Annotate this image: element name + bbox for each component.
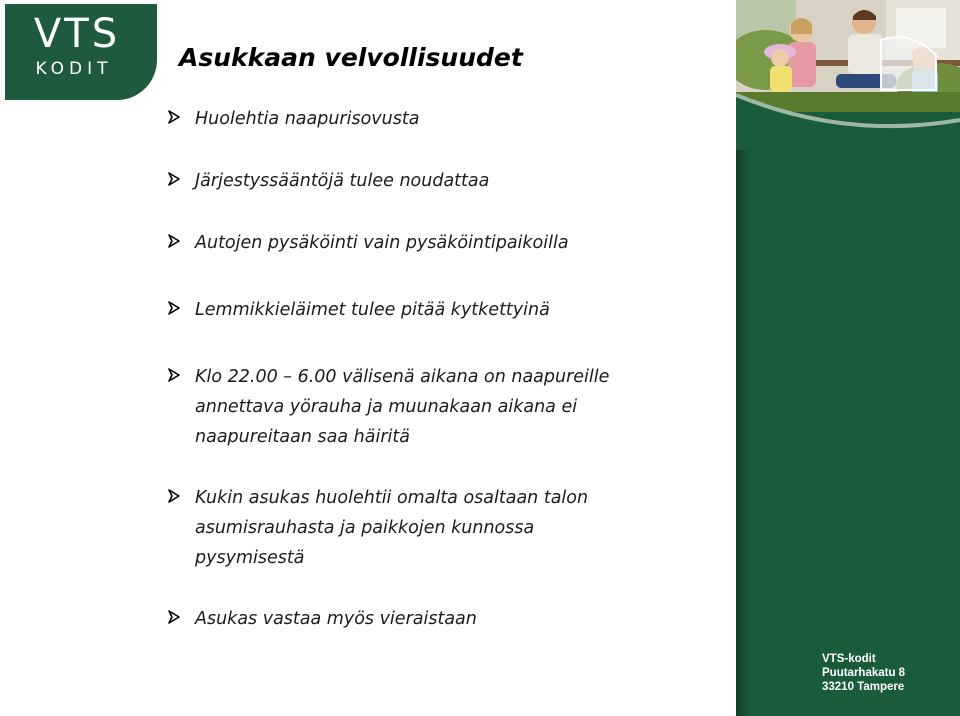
bullet-item: [166, 228, 722, 258]
bullet-item: [166, 362, 722, 452]
arrow-bullet-icon: [166, 171, 182, 187]
vts-kodit-logo: [5, 4, 157, 100]
bullet-text: Asukas vastaa myös vieraistaan: [195, 609, 477, 629]
bullet-text: Lemmikkieläimet tulee pitää kytkettyinä: [195, 300, 550, 320]
bullet-item: [166, 483, 722, 573]
bullet-text: Kukin asukas huolehtii omalta osaltaan talon asumisrauhasta ja paikkojen kunnossa pysymisestä: [195, 488, 589, 568]
bullet-text: Klo 22.00 – 6.00 välisenä aikana on naapureille annettava yörauha ja muunakaan aikana ei naapureitaan saa häiritä: [195, 367, 610, 447]
arrow-bullet-icon: [166, 367, 182, 383]
street-address: Puutarhakatu 8: [822, 667, 906, 679]
bullet-item: [166, 104, 722, 134]
bullet-text: Huolehtia naapurisovusta: [195, 109, 420, 129]
arrow-bullet-icon: [166, 300, 182, 316]
arrow-bullet-icon: [166, 488, 182, 504]
contact-address: [822, 652, 905, 694]
bullet-text: Järjestyssääntöjä tulee noudattaa: [195, 171, 490, 191]
bullet-item: [166, 604, 722, 634]
bullet-item: [166, 166, 722, 196]
logo-sub-text: KODIT: [35, 59, 113, 79]
side-panel: [736, 0, 960, 716]
bullet-text: Autojen pysäköinti vain pysäköintipaikoilla: [195, 233, 569, 253]
arrow-bullet-icon: [166, 109, 182, 125]
page-title: Asukkaan velvollisuudet: [179, 43, 523, 72]
family-garden-photo: [736, 0, 960, 150]
arrow-bullet-icon: [166, 609, 182, 625]
postal-address: 33210 Tampere: [822, 681, 905, 693]
logo-main-text: VTS: [33, 11, 121, 57]
arrow-bullet-icon: [166, 233, 182, 249]
company-name: VTS-kodit: [822, 653, 876, 665]
bullet-item: [166, 295, 722, 325]
